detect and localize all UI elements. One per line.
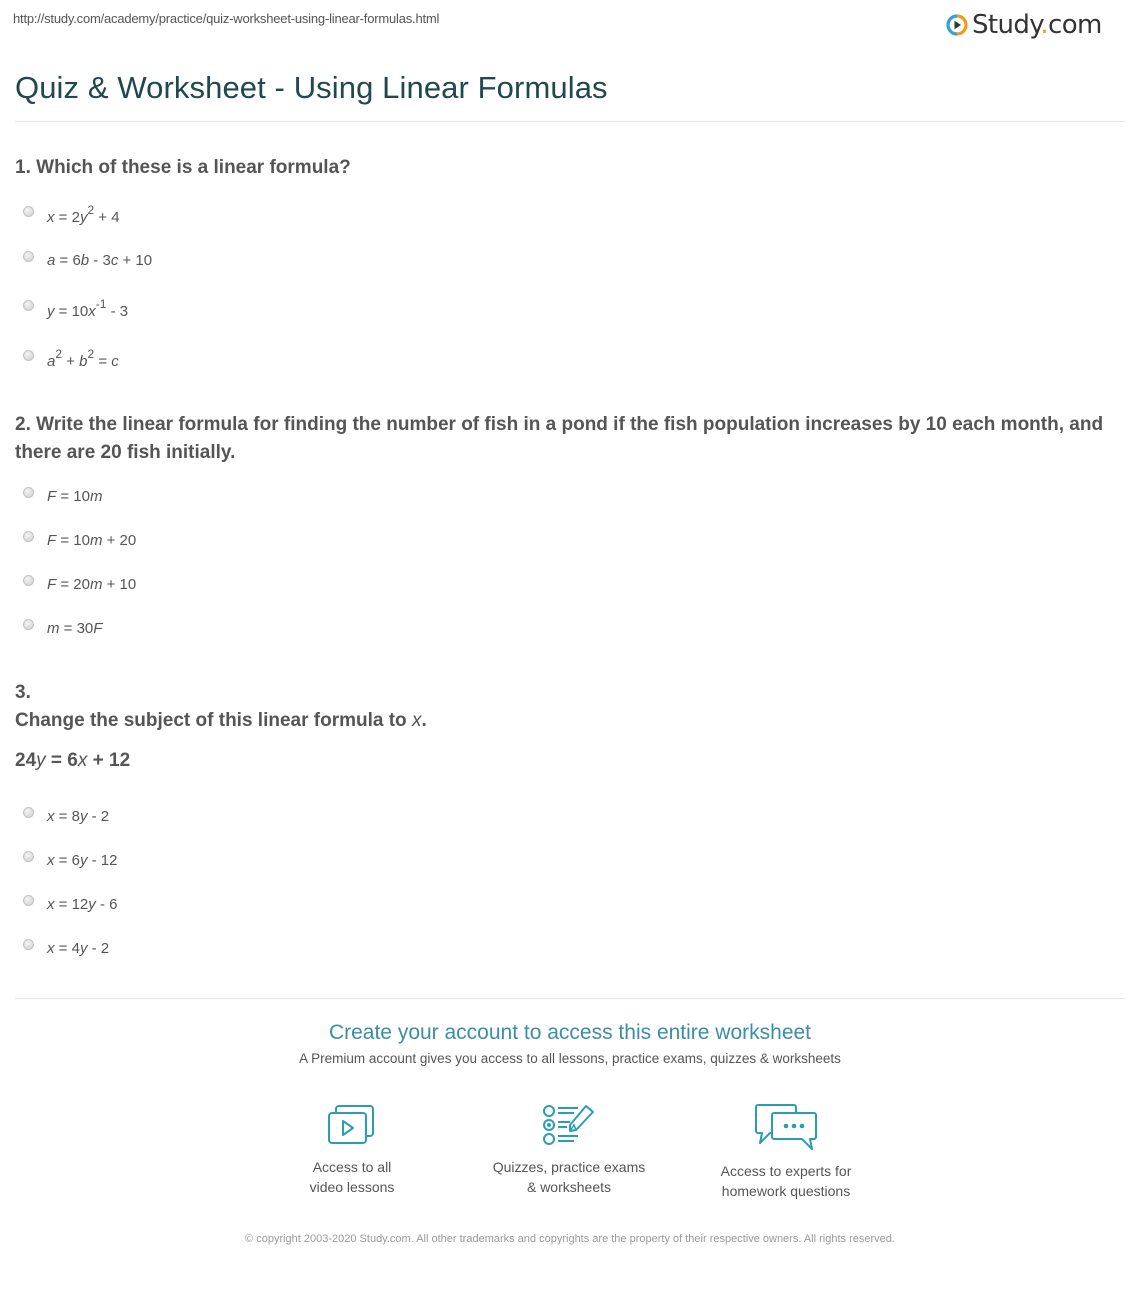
q3-option-3[interactable]: [23, 892, 117, 916]
radio-button[interactable]: [23, 895, 34, 906]
radio-button[interactable]: [23, 487, 34, 498]
q3-option-4[interactable]: [23, 936, 109, 960]
q3-option-2[interactable]: [23, 848, 117, 872]
question-1: 1. Which of these is a linear formula?: [15, 157, 351, 178]
logo-text: Study.com: [972, 10, 1102, 40]
q2-option-2[interactable]: [23, 528, 136, 552]
feature-experts: [696, 1103, 876, 1201]
option-text: x = 8y - 2: [47, 807, 110, 825]
video-lessons-icon: [326, 1103, 378, 1147]
chat-bubbles-icon: [754, 1103, 818, 1151]
title-divider: [15, 121, 1125, 122]
radio-button[interactable]: [23, 350, 34, 361]
quiz-checklist-icon: [540, 1103, 598, 1147]
question-3-number: 3.: [15, 682, 31, 703]
radio-button[interactable]: [23, 206, 34, 217]
option-text: $y = 10x^{-1} - 3$: [47, 296, 129, 320]
play-circle-icon: [946, 14, 968, 36]
cta-subtitle: A Premium account gives you access to all lessons, practice exams, quizzes & worksheets: [299, 1051, 841, 1066]
page-title: Quiz & Worksheet - Using Linear Formulas: [15, 70, 608, 105]
q1-option-4[interactable]: [23, 347, 119, 371]
q1-option-2[interactable]: [23, 248, 152, 272]
feature-video-lessons: [262, 1103, 442, 1197]
question-2: 2. Write the linear formula for finding the number of fish in a pond if the fish population increases by 10 each month, and there are 20 fish initially.: [15, 414, 1104, 463]
q2-option-4[interactable]: [23, 616, 102, 640]
radio-button[interactable]: [23, 939, 34, 950]
option-text: x = 4y - 2: [47, 939, 110, 957]
option-text: x = 12y - 6: [47, 895, 118, 913]
option-text: a = 6b - 3c + 10: [47, 251, 153, 269]
q2-option-3[interactable]: [23, 572, 136, 596]
radio-button[interactable]: [23, 807, 34, 818]
page-url: http://study.com/academy/practice/quiz-worksheet-using-linear-formulas.html: [13, 11, 440, 26]
question-3: Change the subject of this linear formula to x.: [15, 710, 427, 731]
content-divider: [15, 998, 1125, 999]
feature-quizzes: [479, 1103, 659, 1197]
radio-button[interactable]: [23, 300, 34, 311]
radio-button[interactable]: [23, 851, 34, 862]
radio-button[interactable]: [23, 619, 34, 630]
question-3-formula: 24y = 6x + 12: [15, 750, 131, 771]
feature-label-line2: & worksheets: [526, 1179, 612, 1195]
q3-option-1[interactable]: [23, 804, 109, 828]
option-text: F = 10m + 20: [47, 531, 137, 549]
feature-label-line2: video lessons: [309, 1179, 395, 1195]
option-text: F = 10m: [47, 487, 103, 505]
feature-label-line2: homework questions: [721, 1183, 851, 1199]
create-account-link[interactable]: Create your account to access this entire worksheet: [328, 1021, 812, 1044]
feature-label-line1: Access to all: [312, 1159, 392, 1175]
q1-option-1[interactable]: [23, 203, 120, 227]
q1-option-3[interactable]: [23, 297, 128, 321]
option-text: F = 20m + 10: [47, 575, 137, 593]
radio-button[interactable]: [23, 575, 34, 586]
option-text: $x = 2y^2 + 4$: [47, 202, 120, 226]
q2-option-1[interactable]: [23, 484, 102, 508]
radio-button[interactable]: [23, 251, 34, 262]
feature-label-line1: Quizzes, practice exams: [492, 1159, 646, 1175]
option-text: $a^2 + b^2 = c$: [47, 346, 119, 370]
radio-button[interactable]: [23, 531, 34, 542]
feature-label-line1: Access to experts for: [720, 1163, 852, 1179]
option-text: x = 6y - 12: [47, 851, 118, 869]
option-text: m = 30F: [47, 619, 103, 637]
copyright-notice: © copyright 2003-2020 Study.com. All other trademarks and copyrights are the property of their respective owners. All rights reserved.: [245, 1233, 895, 1245]
study-logo[interactable]: [946, 8, 1102, 42]
